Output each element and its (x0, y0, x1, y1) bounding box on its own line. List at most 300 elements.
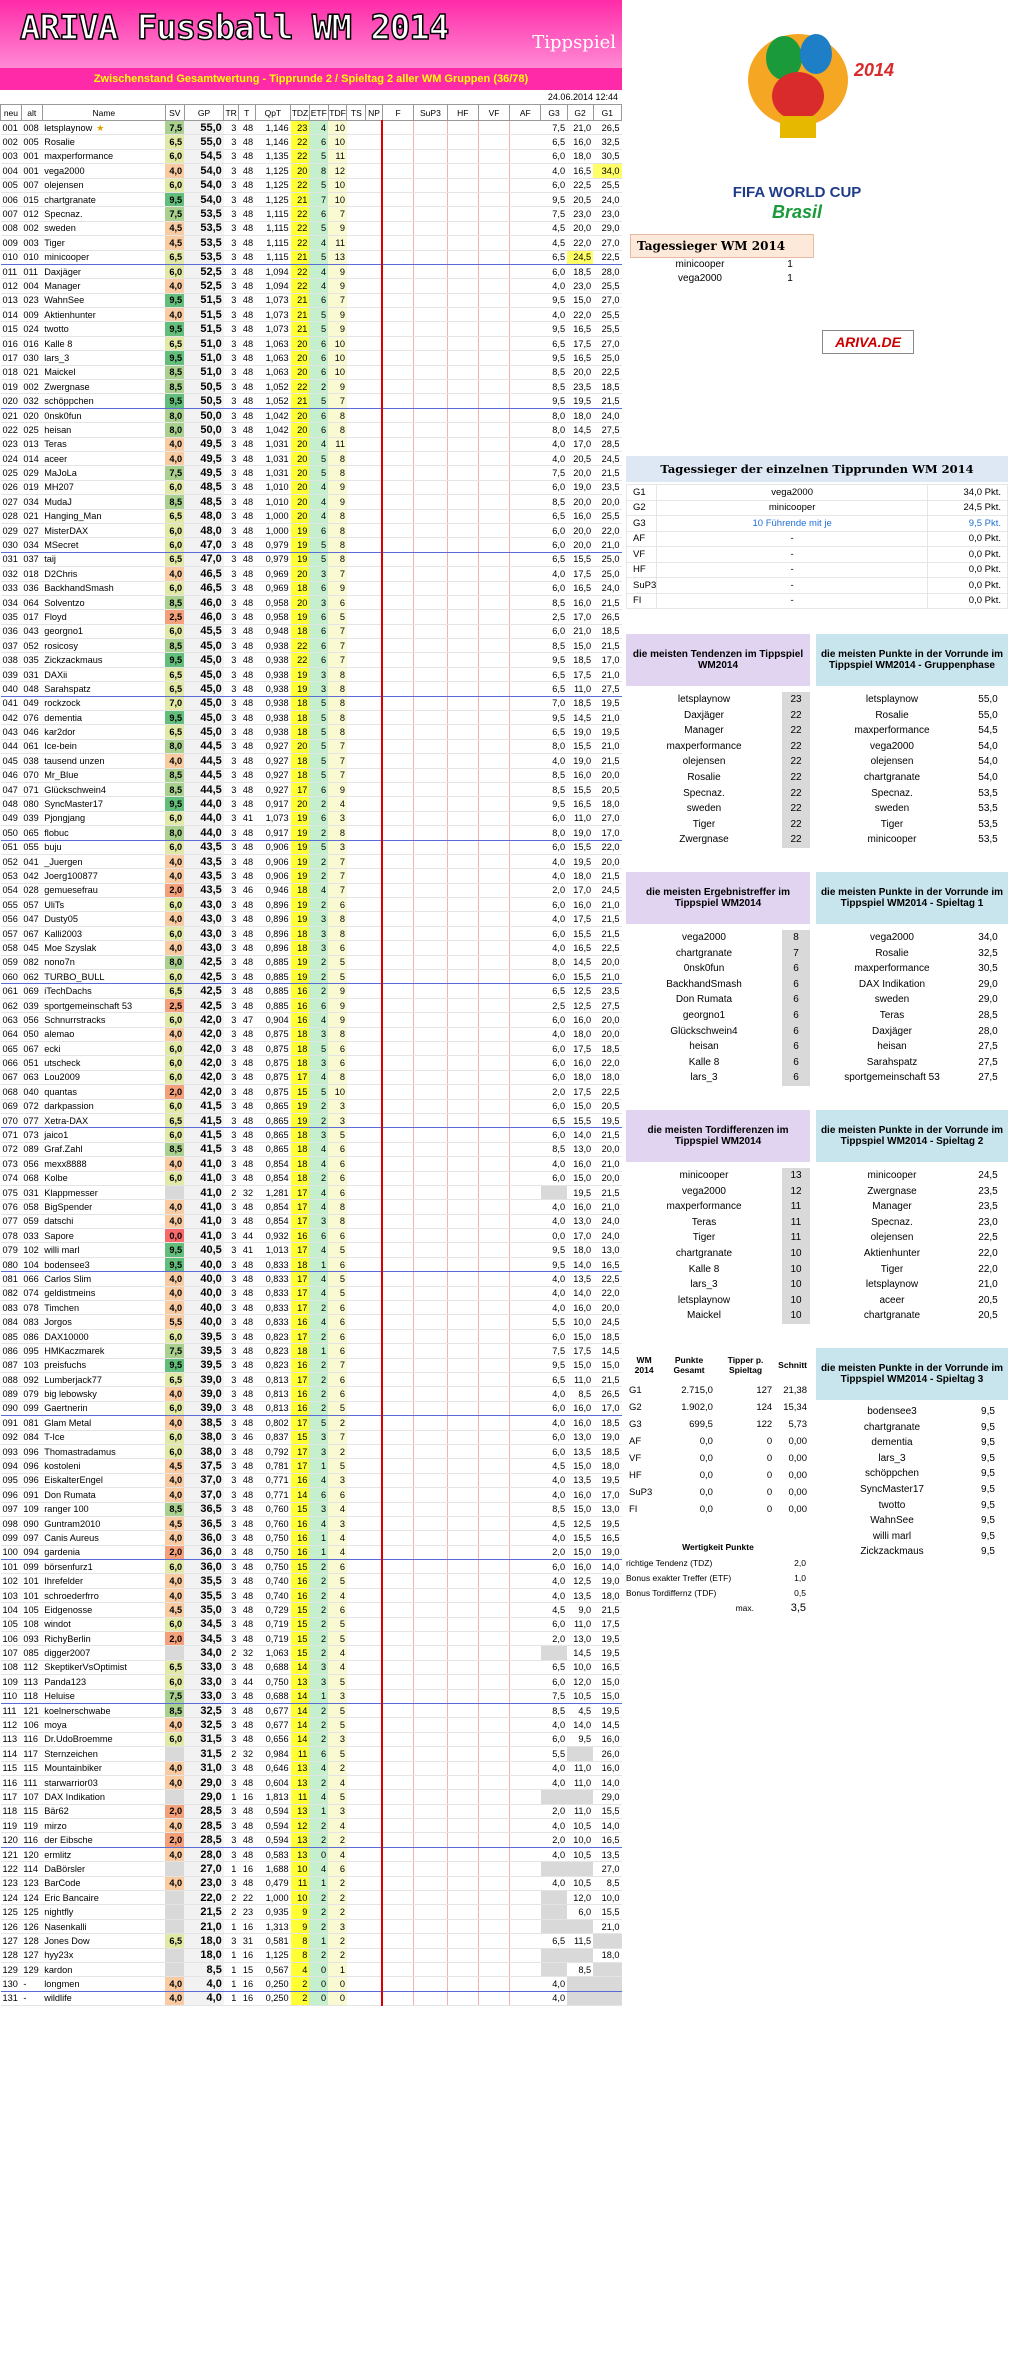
count-value: 23 (782, 692, 810, 708)
rank-new: 074 (1, 1171, 22, 1185)
round-vf (478, 711, 509, 725)
goal-diff-hits: 6 (328, 1056, 347, 1070)
round-hf (447, 1229, 478, 1243)
list-item (816, 1451, 1008, 1467)
round-af (510, 1042, 541, 1056)
round-af (510, 1833, 541, 1847)
g2-points: 11,5 (567, 1934, 593, 1948)
round-af (510, 437, 541, 451)
round-sup3 (414, 1142, 447, 1156)
tendenz-count: 18 (291, 1344, 310, 1358)
exact-hits: 4 (309, 1157, 328, 1171)
np-cell (366, 854, 383, 868)
quote-per-tipp: 1,115 (255, 236, 290, 250)
winner-name: - (657, 547, 928, 563)
tendenz-count: 2 (291, 1991, 310, 2005)
rank-new: 130 (1, 1977, 22, 1991)
player-name: heisan (877, 1041, 907, 1053)
goal-diff-hits: 6 (328, 1344, 347, 1358)
wertigkeit (626, 1542, 810, 1616)
round-vf (478, 1387, 509, 1401)
round-hf (447, 1358, 478, 1372)
round-sup3 (414, 423, 447, 437)
g2-points: 11,0 (567, 1372, 593, 1386)
round-f (382, 1200, 413, 1214)
exact-hits: 5 (309, 1042, 328, 1056)
goal-diff-hits: 8 (328, 509, 347, 523)
g1-points: 21,0 (593, 667, 621, 681)
g3-points: 7,5 (541, 1689, 567, 1703)
g3-points: 8,5 (541, 639, 567, 653)
rank-new: 087 (1, 1358, 22, 1372)
g1-points: 21,0 (593, 1157, 621, 1171)
quote-per-tipp: 0,875 (255, 1070, 290, 1084)
list-item (816, 1008, 1008, 1024)
rank-old: 128 (21, 1934, 42, 1948)
round-f (382, 1315, 413, 1329)
player-name: Hanging_Man (42, 509, 165, 523)
tipps: 48 (238, 1286, 255, 1300)
ts-cell (347, 1286, 366, 1300)
tendenz-count: 19 (291, 552, 310, 566)
tipprunden: 3 (224, 1804, 239, 1818)
list-item (816, 1215, 1008, 1231)
player-name: lars_3 (42, 351, 165, 365)
tipps: 48 (238, 1329, 255, 1343)
tendenz-count: 18 (291, 1142, 310, 1156)
exact-hits: 2 (309, 1588, 328, 1602)
tipps: 48 (238, 581, 255, 595)
exact-hits: 1 (309, 1459, 328, 1473)
table-row (1, 1588, 622, 1602)
round-f (382, 1761, 413, 1775)
column-header: Name (42, 105, 165, 121)
g3-points (541, 1891, 567, 1905)
round-af (510, 1128, 541, 1142)
rank-new: 098 (1, 1516, 22, 1530)
round-af (510, 523, 541, 537)
rank-old: 085 (21, 1646, 42, 1660)
table-row (1, 1603, 622, 1617)
round-sup3 (414, 653, 447, 667)
tendenz-count: 16 (291, 1516, 310, 1530)
np-cell (366, 1056, 383, 1070)
round-vf (478, 178, 509, 192)
quote-per-tipp: 0,833 (255, 1315, 290, 1329)
rank-old: 078 (21, 1301, 42, 1315)
g3-points (541, 1790, 567, 1804)
tipprunden: 3 (224, 624, 239, 638)
rank-new: 107 (1, 1646, 22, 1660)
round-sup3 (414, 567, 447, 581)
g2-points: 18,0 (567, 1243, 593, 1257)
g3-points: 8,5 (541, 1703, 567, 1717)
tipps: 32 (238, 1747, 255, 1761)
g2-points: 9,0 (567, 1603, 593, 1617)
player-name: olejensen (870, 1232, 914, 1244)
player-name: MudaJ (42, 495, 165, 509)
stats-cell: 0,0 (699, 1436, 713, 1447)
tendenz-count: 15 (291, 1617, 310, 1631)
round-sup3 (414, 264, 447, 278)
sv-points: 4,0 (165, 437, 184, 451)
round-af (510, 1344, 541, 1358)
exact-hits: 2 (309, 797, 328, 811)
table-row (1, 1171, 622, 1185)
leader-box-title: die meisten Ergebnistreffer im Tippspiel WM2014 (626, 872, 810, 924)
np-cell (366, 207, 383, 221)
points-value: 9,5 (981, 1437, 995, 1449)
g2-points: 15,5 (567, 739, 593, 753)
exact-hits: 5 (309, 552, 328, 566)
table-row (627, 531, 1008, 547)
round-af (510, 538, 541, 552)
table-row (1, 1459, 622, 1473)
np-cell (366, 1142, 383, 1156)
exact-hits: 5 (309, 451, 328, 465)
ts-cell (347, 1229, 366, 1243)
stats-cell: 0 (766, 1470, 773, 1481)
tipps: 48 (238, 1588, 255, 1602)
count-value: 7 (782, 946, 810, 962)
tipprunden: 3 (224, 898, 239, 912)
rank-old: 094 (21, 1545, 42, 1559)
wm-stats (626, 1348, 810, 1616)
points-value: 54,0 (978, 740, 998, 752)
np-cell (366, 1070, 383, 1084)
tipps: 48 (238, 1214, 255, 1228)
quote-per-tipp: 0,927 (255, 754, 290, 768)
round-af (510, 495, 541, 509)
goal-diff-hits: 4 (328, 1646, 347, 1660)
g2-points: 18,0 (567, 869, 593, 883)
rank-old: 092 (21, 1372, 42, 1386)
tendenz-count: 19 (291, 955, 310, 969)
rank-new: 005 (1, 178, 22, 192)
tipps: 48 (238, 1344, 255, 1358)
round-f (382, 1301, 413, 1315)
goal-diff-hits: 9 (328, 221, 347, 235)
ts-cell (347, 1272, 366, 1286)
player-name: gardenia (42, 1545, 165, 1559)
round-f (382, 1545, 413, 1559)
rank-new: 001 (1, 121, 22, 135)
table-row (1, 279, 622, 293)
tendenz-count: 16 (291, 998, 310, 1012)
list-item (816, 946, 1008, 962)
round-hf (447, 1847, 478, 1861)
round-sup3 (414, 955, 447, 969)
player-name: datschi (42, 1214, 165, 1228)
round-hf (447, 926, 478, 940)
sv-points: 6,0 (165, 149, 184, 163)
round-vf (478, 1229, 509, 1243)
g2-points: 16,0 (567, 1013, 593, 1027)
quote-per-tipp: 0,927 (255, 739, 290, 753)
round-vf (478, 1214, 509, 1228)
np-cell (366, 898, 383, 912)
player-name: Manager (872, 1201, 912, 1213)
g3-points: 7,5 (541, 207, 567, 221)
rank-new: 069 (1, 1099, 22, 1113)
player-name: Maickel (42, 365, 165, 379)
tipprunden: 3 (224, 495, 239, 509)
tipps: 44 (238, 1229, 255, 1243)
exact-hits: 2 (309, 1617, 328, 1631)
tipprunden: 3 (224, 1516, 239, 1530)
tipps: 48 (238, 869, 255, 883)
tipps: 32 (238, 1185, 255, 1199)
round-sup3 (414, 1963, 447, 1977)
g2-points: 17,5 (567, 1042, 593, 1056)
np-cell (366, 1301, 383, 1315)
goal-diff-hits: 2 (328, 1948, 347, 1962)
player-name: aceer (879, 1294, 905, 1306)
sv-points: 2,5 (165, 610, 184, 624)
table-row (1, 653, 622, 667)
quote-per-tipp: 1,115 (255, 221, 290, 235)
tipps: 48 (238, 1459, 255, 1473)
rank-old: 099 (21, 1401, 42, 1415)
ts-cell (347, 739, 366, 753)
leader-list (626, 1162, 810, 1324)
sv-points: 6,0 (165, 1070, 184, 1084)
goal-diff-hits: 6 (328, 941, 347, 955)
tipprunden: 3 (224, 293, 239, 307)
np-cell (366, 1387, 383, 1401)
round-hf (447, 754, 478, 768)
goal-diff-hits: 5 (328, 1747, 347, 1761)
tendenz-count: 14 (291, 1718, 310, 1732)
tipps: 46 (238, 883, 255, 897)
round-sup3 (414, 221, 447, 235)
tendenz-count: 10 (291, 1862, 310, 1876)
quote-per-tipp: 0,479 (255, 1876, 290, 1890)
goal-diff-hits: 2 (328, 1934, 347, 1948)
player-name: Tiger (42, 236, 165, 250)
round-vf (478, 1703, 509, 1717)
g3-points: 6,5 (541, 1372, 567, 1386)
stats-cell: 0,00 (788, 1470, 807, 1481)
table-row (1, 365, 622, 379)
goal-diff-hits: 9 (328, 380, 347, 394)
g3-points: 7,0 (541, 696, 567, 710)
table-row (1, 1042, 622, 1056)
exact-hits: 3 (309, 1444, 328, 1458)
tipprunden: 3 (224, 1416, 239, 1430)
list-item (626, 992, 810, 1008)
np-cell (366, 538, 383, 552)
g1-points: 21,0 (593, 898, 621, 912)
g2-points: 20,0 (567, 538, 593, 552)
count-value: 12 (782, 1184, 810, 1200)
tipprunden: 3 (224, 1013, 239, 1027)
round-vf (478, 581, 509, 595)
player-name: WahnSee (870, 1515, 914, 1527)
round-af (510, 365, 541, 379)
rank-new: 084 (1, 1315, 22, 1329)
round-sup3 (414, 437, 447, 451)
total-points: 39,0 (184, 1387, 224, 1401)
ts-cell (347, 164, 366, 178)
g1-points: 13,0 (593, 1502, 621, 1516)
sv-points: 4,0 (165, 1819, 184, 1833)
sv-points: 4,0 (165, 279, 184, 293)
leader-box-pair (626, 872, 1008, 1110)
rank-new: 021 (1, 408, 22, 422)
total-points: 43,5 (184, 883, 224, 897)
tipps: 48 (238, 1761, 255, 1775)
g2-points: 19,0 (567, 480, 593, 494)
list-item (626, 754, 810, 770)
round-sup3 (414, 207, 447, 221)
tipps: 16 (238, 1790, 255, 1804)
table-row (1, 192, 622, 206)
count-value: 6 (782, 1024, 810, 1040)
quote-per-tipp: 0,594 (255, 1819, 290, 1833)
g2-points: 10,5 (567, 1847, 593, 1861)
total-points: 54,0 (184, 164, 224, 178)
goal-diff-hits: 2 (328, 1833, 347, 1847)
count-value: 10 (782, 1262, 810, 1278)
goal-diff-hits: 9 (328, 998, 347, 1012)
table-row (627, 562, 1008, 578)
round-hf (447, 840, 478, 854)
tipprunden: 3 (224, 1732, 239, 1746)
round-f (382, 1560, 413, 1574)
round-sup3 (414, 1358, 447, 1372)
rank-old: 073 (21, 1128, 42, 1142)
exact-hits: 6 (309, 365, 328, 379)
ariva-logo[interactable]: ARIVA.DE (822, 330, 914, 354)
exact-hits: 5 (309, 840, 328, 854)
table-row (1, 610, 622, 624)
round-hf (447, 898, 478, 912)
round-sup3 (414, 351, 447, 365)
rank-new: 047 (1, 782, 22, 796)
round-vf (478, 1516, 509, 1530)
round-f (382, 221, 413, 235)
total-points: 45,0 (184, 696, 224, 710)
sv-points: 9,5 (165, 394, 184, 408)
table-row (1, 1646, 622, 1660)
rank-new: 061 (1, 984, 22, 998)
rank-new: 095 (1, 1473, 22, 1487)
table-row (1, 1545, 622, 1559)
rank-old: 101 (21, 1574, 42, 1588)
tipps: 48 (238, 293, 255, 307)
np-cell (366, 998, 383, 1012)
goal-diff-hits: 4 (328, 1847, 347, 1861)
player-name: Glückschwein4 (42, 782, 165, 796)
round-vf (478, 1891, 509, 1905)
tendenz-count: 16 (291, 1545, 310, 1559)
round-af (510, 682, 541, 696)
round-sup3 (414, 1991, 447, 2005)
tipps: 48 (238, 466, 255, 480)
tendenz-count: 14 (291, 1689, 310, 1703)
round-hf (447, 1718, 478, 1732)
g1-points: 19,0 (593, 1430, 621, 1444)
exact-hits: 5 (309, 394, 328, 408)
total-points: 27,0 (184, 1862, 224, 1876)
rank-new: 041 (1, 696, 22, 710)
exact-hits: 4 (309, 1286, 328, 1300)
g1-points: 14,0 (593, 1560, 621, 1574)
table-row (1, 754, 622, 768)
round-vf (478, 1718, 509, 1732)
total-points: 42,0 (184, 1042, 224, 1056)
stats-column-header: Punkte Gesamt (673, 1355, 705, 1375)
exact-hits: 3 (309, 1214, 328, 1228)
np-cell (366, 782, 383, 796)
round-af (510, 451, 541, 465)
player-name: schöppchen (865, 1468, 919, 1480)
np-cell (366, 1214, 383, 1228)
sv-points: 6,0 (165, 1099, 184, 1113)
ts-cell (347, 451, 366, 465)
total-points: 44,5 (184, 754, 224, 768)
round-f (382, 970, 413, 984)
sv-points: 9,5 (165, 351, 184, 365)
round-hf (447, 408, 478, 422)
tendenz-count: 20 (291, 567, 310, 581)
goal-diff-hits: 11 (328, 236, 347, 250)
tipps: 48 (238, 711, 255, 725)
list-item (626, 1055, 810, 1071)
column-header: GP (184, 105, 224, 121)
quote-per-tipp: 0,885 (255, 998, 290, 1012)
exact-hits: 6 (309, 1747, 328, 1761)
goal-diff-hits: 7 (328, 639, 347, 653)
g2-points: 20,0 (567, 523, 593, 537)
round-sup3 (414, 1689, 447, 1703)
tipprunden: 3 (224, 380, 239, 394)
round-sup3 (414, 768, 447, 782)
tipps: 46 (238, 1430, 255, 1444)
g3-points: 8,0 (541, 423, 567, 437)
rank-old: 048 (21, 682, 42, 696)
g2-points: 12,5 (567, 984, 593, 998)
player-name: Xetra-DAX (42, 1113, 165, 1127)
rank-new: 071 (1, 1128, 22, 1142)
rank-old: 096 (21, 1459, 42, 1473)
round-vf (478, 624, 509, 638)
total-points: 39,5 (184, 1329, 224, 1343)
round-vf (478, 1747, 509, 1761)
sv-points: 4,0 (165, 1272, 184, 1286)
sv-points: 9,5 (165, 192, 184, 206)
table-row (1, 667, 622, 681)
round-sup3 (414, 149, 447, 163)
round-f (382, 1516, 413, 1530)
rank-old: 036 (21, 581, 42, 595)
tendenz-count: 22 (291, 149, 310, 163)
np-cell (366, 1775, 383, 1789)
player-name: sweden (874, 994, 910, 1006)
sv-points: 6,0 (165, 480, 184, 494)
sv-points (165, 1963, 184, 1977)
np-cell (366, 725, 383, 739)
exact-hits: 2 (309, 869, 328, 883)
round-code: G2 (627, 500, 657, 516)
np-cell (366, 581, 383, 595)
list-item (816, 961, 1008, 977)
g2-points: 17,0 (567, 610, 593, 624)
total-points: 42,0 (184, 1013, 224, 1027)
round-sup3 (414, 1919, 447, 1933)
goal-diff-hits: 5 (328, 1401, 347, 1415)
